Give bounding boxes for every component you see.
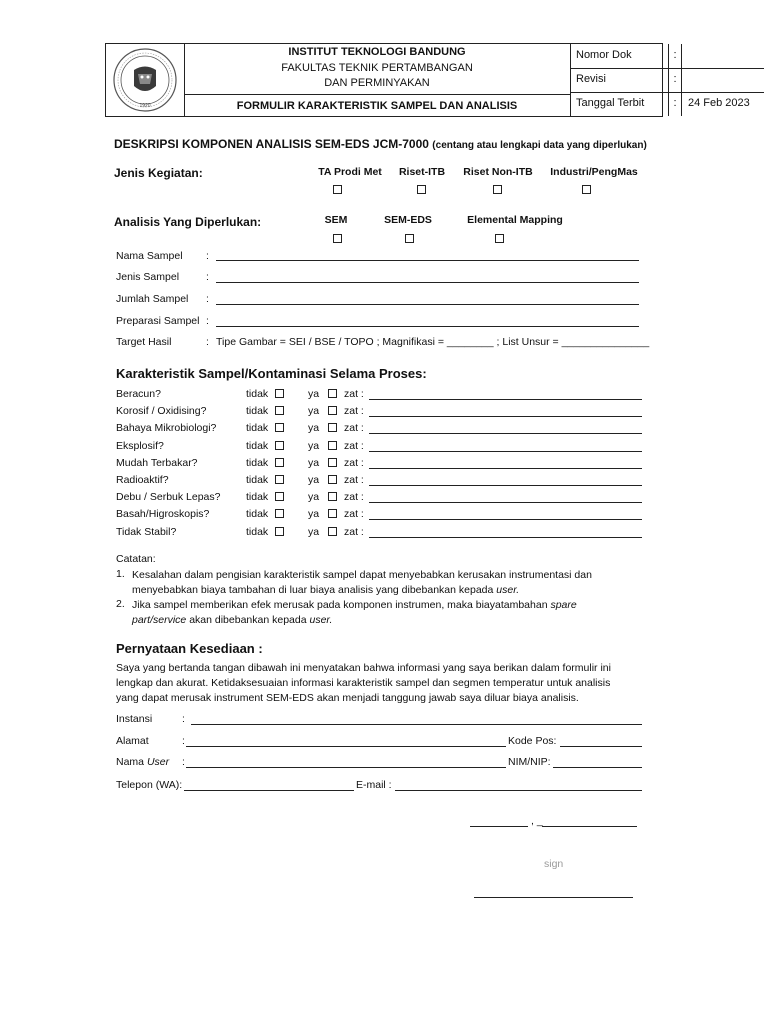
nama-sampel-input-line[interactable] (216, 260, 639, 261)
zat-input-line[interactable] (369, 433, 642, 434)
zat-input-line[interactable] (369, 537, 642, 538)
form-title: FORMULIR KARAKTERISTIK SAMPEL DAN ANALISIS (184, 94, 570, 117)
meta-row-tanggal (570, 92, 764, 116)
instansi-label: Instansi (116, 713, 153, 725)
field-label-target-hasil: Target Hasil (116, 336, 172, 348)
pernyataan-line1: Saya yang bertanda tangan dibawah ini menyatakan bahwa informasi yang saya berikan dalam formulir ini (116, 662, 611, 674)
zat-label: zat : (344, 405, 364, 418)
option-riset-non-itb: Riset Non-ITB (463, 166, 533, 178)
field-colon: : (206, 315, 209, 327)
field-colon: : (206, 271, 209, 283)
meta-colon: : (668, 92, 681, 116)
ya-checkbox[interactable] (328, 509, 337, 518)
document-title (114, 137, 647, 151)
option-sem: SEM (324, 214, 348, 226)
pernyataan-line2: lengkap dan akurat. Ketidaksesuaian informasi karakteristik sampel dan segmen temperatur untuk analisis (116, 677, 611, 689)
ya-label: ya (308, 405, 320, 418)
sign-placeholder: sign (544, 858, 564, 870)
ya-label: ya (308, 388, 320, 400)
itb-logo-icon (106, 44, 184, 116)
place-input-line[interactable] (470, 826, 528, 827)
tidak-checkbox[interactable] (275, 406, 284, 415)
checkbox-sem-eds[interactable] (405, 234, 414, 243)
note-2-line2 (132, 613, 332, 628)
ya-label: ya (308, 456, 320, 469)
tidak-label: tidak (246, 508, 269, 521)
date-separator: , _ (531, 815, 543, 827)
note-2-spare: spare (550, 599, 577, 611)
checkbox-elemental-mapping[interactable] (495, 234, 504, 243)
option-ta-prodi: TA Prodi Met (318, 166, 382, 178)
zat-label: zat : (344, 525, 364, 538)
option-industri: Industri/PengMas (550, 166, 638, 178)
instansi-input-line[interactable] (191, 724, 642, 725)
tidak-checkbox[interactable] (275, 492, 284, 501)
analisis-label: Analisis Yang Diperlukan: (114, 215, 262, 229)
title-text: DESKRIPSI KOMPONEN ANALISIS SEM-EDS JCM-7000 (114, 137, 429, 151)
faculty-line2: DAN PERMINYAKAN (324, 77, 430, 89)
zat-label: zat : (344, 474, 364, 486)
field-colon: : (206, 250, 209, 262)
tidak-label: tidak (246, 388, 269, 400)
signature-line[interactable] (474, 897, 633, 898)
logo-cell (106, 44, 185, 116)
tidak-label: tidak (246, 456, 269, 469)
telepon-label: Telepon (WA): (116, 779, 183, 791)
logo-year: 1920 (139, 103, 151, 109)
field-colon: : (206, 293, 209, 305)
note-number-2: 2. (116, 598, 125, 610)
tidak-checkbox[interactable] (275, 475, 284, 484)
ya-label: ya (308, 491, 320, 504)
karakteristik-heading: Karakteristik Sampel/Kontaminasi Selama Proses: (116, 366, 427, 381)
zat-input-line[interactable] (369, 502, 642, 503)
field-label-preparasi: Preparasi Sampel (116, 315, 200, 327)
karakteristik-item-label: Basah/Higroskopis? (116, 508, 210, 521)
jenis-kegiatan-label: Jenis Kegiatan: (114, 166, 203, 180)
tidak-label: tidak (246, 525, 269, 538)
tidak-checkbox[interactable] (275, 423, 284, 432)
ya-checkbox[interactable] (328, 389, 337, 398)
tidak-label: tidak (246, 491, 269, 504)
jenis-sampel-input-line[interactable] (216, 282, 639, 283)
pernyataan-heading: Pernyataan Kesediaan : (116, 641, 263, 656)
nama-colon: : (182, 756, 185, 768)
title-note: (centang atau lengkapi data yang diperlukan) (432, 140, 647, 151)
date-input-line[interactable] (542, 826, 637, 827)
checkbox-riset-itb[interactable] (417, 185, 426, 194)
ya-checkbox[interactable] (328, 458, 337, 467)
zat-input-line[interactable] (369, 451, 642, 452)
tidak-label: tidak (246, 439, 269, 452)
zat-input-line[interactable] (369, 519, 642, 520)
zat-input-line[interactable] (369, 485, 642, 486)
preparasi-input-line[interactable] (216, 326, 639, 327)
ya-checkbox[interactable] (328, 423, 337, 432)
meta-row-revisi (570, 68, 764, 93)
note-1-line2 (132, 583, 519, 598)
tidak-checkbox[interactable] (275, 441, 284, 450)
ya-checkbox[interactable] (328, 441, 337, 450)
instansi-colon: : (182, 713, 185, 725)
tidak-label: tidak (246, 474, 269, 486)
note-1-user: user. (496, 584, 520, 596)
telepon-input-line[interactable] (184, 790, 354, 791)
note-2-line1 (132, 598, 643, 613)
alamat-colon: : (182, 735, 185, 747)
nim-input-line[interactable] (553, 767, 642, 768)
kode-pos-label: Kode Pos: (508, 735, 557, 747)
document-header (105, 43, 750, 117)
karakteristik-item-label: Korosif / Oxidising? (116, 405, 207, 418)
jumlah-sampel-input-line[interactable] (216, 304, 639, 305)
header-title-cell (184, 44, 571, 116)
nama-label-text: Nama (116, 756, 145, 768)
meta-key: Tanggal Terbit (576, 97, 645, 109)
ya-label: ya (308, 508, 320, 521)
checkbox-ta-prodi[interactable] (333, 185, 342, 194)
meta-value[interactable] (681, 44, 763, 68)
ya-label: ya (308, 474, 320, 486)
alamat-input-line[interactable] (186, 746, 506, 747)
kode-pos-input-line[interactable] (560, 746, 642, 747)
meta-value[interactable] (681, 68, 763, 92)
zat-label: zat : (344, 491, 364, 504)
field-colon: : (206, 336, 209, 348)
meta-key: Nomor Dok (576, 49, 632, 61)
checkbox-sem[interactable] (333, 234, 342, 243)
alamat-label: Alamat (116, 735, 149, 747)
tidak-label: tidak (246, 405, 269, 418)
field-label-jenis-sampel: Jenis Sampel (116, 271, 180, 283)
zat-label: zat : (344, 422, 364, 435)
zat-label: zat : (344, 456, 364, 469)
target-hasil-text: Tipe Gambar = SEI / BSE / TOPO ; Magnifikasi = ________ ; List Unsur = _______________ (216, 336, 650, 348)
email-input-line[interactable] (395, 790, 642, 791)
ya-label: ya (308, 439, 320, 452)
karakteristik-item-label: Eksplosif? (116, 439, 164, 452)
zat-label: zat : (344, 508, 364, 521)
zat-label: zat : (344, 439, 364, 452)
karakteristik-item-label: Debu / Serbuk Lepas? (116, 491, 221, 504)
tidak-checkbox[interactable] (275, 458, 284, 467)
ya-checkbox[interactable] (328, 406, 337, 415)
header-meta (570, 44, 750, 116)
ya-label: ya (308, 422, 320, 435)
faculty-line1: FAKULTAS TEKNIK PERTAMBANGAN (281, 62, 473, 74)
tidak-checkbox[interactable] (275, 527, 284, 536)
karakteristik-item-label: Beracun? (116, 388, 161, 400)
zat-label: zat : (344, 388, 364, 400)
meta-row-nomor (570, 44, 764, 69)
note-2-line2-text: akan dibebankan kepada (189, 614, 307, 626)
karakteristik-item-label: Mudah Terbakar? (116, 456, 198, 469)
tidak-label: tidak (246, 422, 269, 435)
pernyataan-line3: yang dapat merusak instrument SEM-EDS akan menjadi tanggung jawab saya diluar biaya analisis. (116, 692, 579, 704)
institution-name: INSTITUT TEKNOLOGI BANDUNG (288, 46, 466, 58)
ya-checkbox[interactable] (328, 475, 337, 484)
meta-key: Revisi (576, 73, 606, 85)
checkbox-riset-non-itb[interactable] (493, 185, 502, 194)
note-1-line1: Kesalahan dalam pengisian karakteristik sampel dapat menyebabkan kerusakan instrumentasi dan (132, 569, 592, 581)
tidak-checkbox[interactable] (275, 389, 284, 398)
zat-input-line[interactable] (369, 468, 642, 469)
karakteristik-item-label: Tidak Stabil? (116, 525, 177, 538)
note-2-part-service: part/service (132, 614, 187, 626)
note-number-1: 1. (116, 568, 125, 580)
option-elemental-mapping: Elemental Mapping (467, 214, 563, 226)
note-2-user: user. (309, 614, 333, 626)
nama-user-text: User (146, 756, 170, 768)
ya-checkbox[interactable] (328, 527, 337, 536)
nama-label (116, 756, 169, 768)
nama-input-line[interactable] (186, 767, 506, 768)
zat-input-line[interactable] (369, 399, 642, 400)
email-label: E-mail : (356, 779, 392, 791)
checkbox-industri[interactable] (582, 185, 591, 194)
note-2-line1-text: Jika sampel memberikan efek merusak pada komponen instrumen, maka biayatambahan (132, 599, 548, 611)
option-riset-itb: Riset-ITB (398, 166, 446, 178)
field-label-jumlah-sampel: Jumlah Sampel (116, 293, 189, 305)
karakteristik-item-label: Bahaya Mikrobiologi? (116, 422, 217, 435)
karakteristik-item-label: Radioaktif? (116, 474, 169, 486)
option-sem-eds: SEM-EDS (384, 214, 432, 226)
ya-checkbox[interactable] (328, 492, 337, 501)
note-1-line2-text: menyebabkan biaya tambahan di luar biaya analisis yang dibebankan kepada (132, 584, 494, 596)
field-label-nama-sampel: Nama Sampel (116, 250, 183, 262)
tidak-checkbox[interactable] (275, 509, 284, 518)
catatan-label: Catatan: (116, 553, 156, 565)
meta-colon: : (668, 68, 681, 92)
nim-label: NIM/NIP: (508, 756, 551, 768)
zat-input-line[interactable] (369, 416, 642, 417)
meta-colon: : (668, 44, 681, 68)
ya-label: ya (308, 525, 320, 538)
meta-value: 24 Feb 2023 (681, 92, 763, 116)
